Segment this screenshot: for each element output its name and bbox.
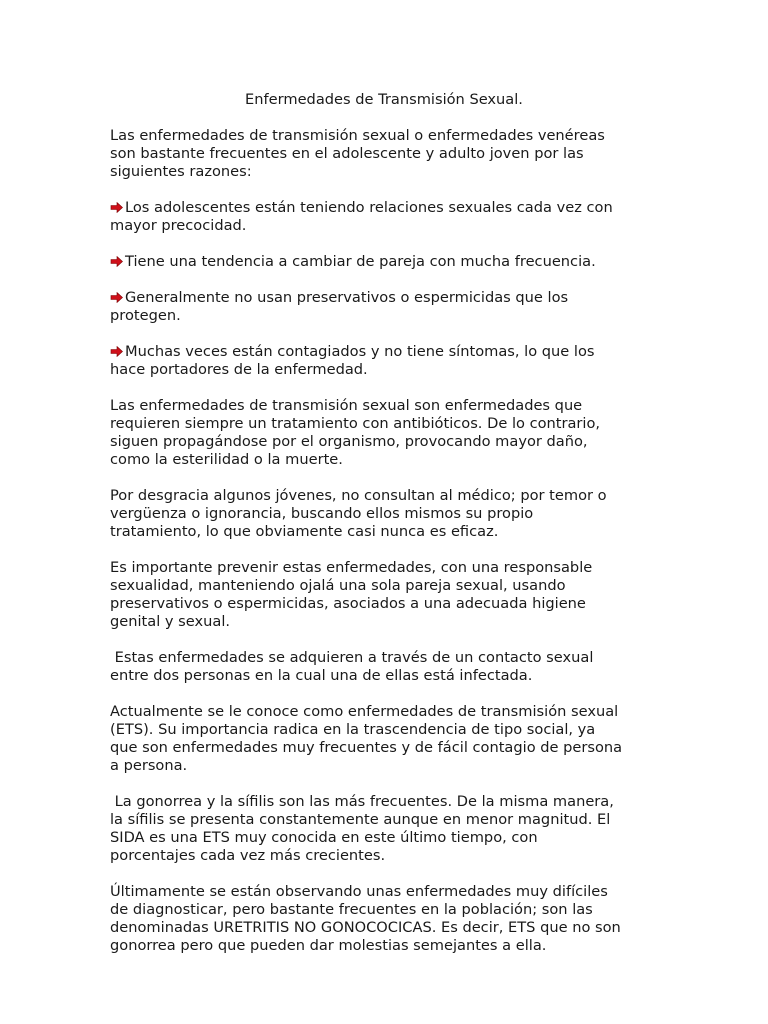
text-line xyxy=(110,523,710,541)
line-text: (ETS). Su importancia radica en la trascendencia de tipo social, ya xyxy=(110,721,596,738)
text-line xyxy=(110,343,710,361)
arrow-bullet-icon xyxy=(110,346,123,357)
text-line xyxy=(110,505,710,523)
bullet-item xyxy=(110,253,710,271)
text-line xyxy=(110,127,710,145)
line-text: Actualmente se le conoce como enfermedades de transmisión sexual xyxy=(110,703,619,720)
line-text: Generalmente no usan preservativos o espermicidas que los xyxy=(125,289,569,306)
line-text: vergüenza o ignorancia, buscando ellos mismos su propio xyxy=(110,505,534,522)
line-text: sexualidad, manteniendo ojalá una sola pareja sexual, usando xyxy=(110,577,566,594)
text-line xyxy=(110,901,710,919)
line-text: Estas enfermedades se adquieren a través de un contacto sexual xyxy=(110,649,594,666)
text-line xyxy=(110,217,710,235)
paragraph xyxy=(110,649,710,685)
paragraph xyxy=(110,883,710,955)
line-text: siguen propagándose por el organismo, provocando mayor daño, xyxy=(110,433,588,450)
document-body xyxy=(110,127,710,955)
line-text: requieren siempre un tratamiento con antibióticos. De lo contrario, xyxy=(110,415,601,432)
line-text: Es importante prevenir estas enfermedades, con una responsable xyxy=(110,559,593,576)
bullet-item xyxy=(110,199,710,235)
line-text: genital y sexual. xyxy=(110,613,231,630)
paragraph xyxy=(110,487,710,541)
line-text: protegen. xyxy=(110,307,181,324)
text-line xyxy=(110,883,710,901)
text-line xyxy=(110,703,710,721)
paragraph xyxy=(110,397,710,469)
text-line xyxy=(110,847,710,865)
text-line xyxy=(110,307,710,325)
line-text: entre dos personas en la cual una de ellas está infectada. xyxy=(110,667,533,684)
line-text: Por desgracia algunos jóvenes, no consultan al médico; por temor o xyxy=(110,487,607,504)
text-line xyxy=(110,811,710,829)
text-line xyxy=(110,433,710,451)
text-line xyxy=(110,451,710,469)
text-line xyxy=(110,649,710,667)
line-text: Las enfermedades de transmisión sexual o enfermedades venéreas xyxy=(110,127,605,144)
line-text: Últimamente se están observando unas enfermedades muy difíciles xyxy=(110,883,608,900)
text-line xyxy=(110,163,710,181)
line-text: hace portadores de la enfermedad. xyxy=(110,361,368,378)
line-text: como la esterilidad o la muerte. xyxy=(110,451,343,468)
document-page xyxy=(110,91,710,973)
line-text: que son enfermedades muy frecuentes y de fácil contagio de persona xyxy=(110,739,623,756)
line-text: son bastante frecuentes en el adolescente y adulto joven por las xyxy=(110,145,584,162)
text-line xyxy=(110,145,710,163)
paragraph xyxy=(110,703,710,775)
bullet-item xyxy=(110,343,710,379)
line-text: Muchas veces están contagiados y no tiene síntomas, lo que los xyxy=(125,343,595,360)
text-line xyxy=(110,487,710,505)
text-line xyxy=(110,559,710,577)
line-text: Tiene una tendencia a cambiar de pareja con mucha frecuencia. xyxy=(125,253,596,270)
text-line xyxy=(110,253,710,271)
paragraph xyxy=(110,559,710,631)
text-line xyxy=(110,667,710,685)
arrow-bullet-icon xyxy=(110,202,123,213)
paragraph xyxy=(110,127,710,181)
arrow-bullet-icon xyxy=(110,256,123,267)
text-line xyxy=(110,415,710,433)
line-text: gonorrea pero que pueden dar molestias semejantes a ella. xyxy=(110,937,547,954)
line-text: denominadas URETRITIS NO GONOCOCICAS. Es decir, ETS que no son xyxy=(110,919,621,936)
text-line xyxy=(110,289,710,307)
line-text: La gonorrea y la sífilis son las más frecuentes. De la misma manera, xyxy=(110,793,614,810)
text-line xyxy=(110,397,710,415)
text-line xyxy=(110,739,710,757)
line-text: Los adolescentes están teniendo relaciones sexuales cada vez con xyxy=(125,199,613,216)
line-text: SIDA es una ETS muy conocida en este último tiempo, con xyxy=(110,829,538,846)
line-text: mayor precocidad. xyxy=(110,217,247,234)
line-text: la sífilis se presenta constantemente aunque en menor magnitud. El xyxy=(110,811,611,828)
document-title: Enfermedades de Transmisión Sexual. xyxy=(245,91,523,108)
arrow-bullet-icon xyxy=(110,292,123,303)
paragraph xyxy=(110,793,710,865)
text-line xyxy=(110,199,710,217)
text-line xyxy=(110,829,710,847)
line-text: siguientes razones: xyxy=(110,163,252,180)
text-line xyxy=(110,937,710,955)
line-text: porcentajes cada vez más crecientes. xyxy=(110,847,386,864)
text-line xyxy=(110,361,710,379)
line-text: a persona. xyxy=(110,757,188,774)
text-line xyxy=(110,757,710,775)
bullet-item xyxy=(110,289,710,325)
line-text: preservativos o espermicidas, asociados a una adecuada higiene xyxy=(110,595,586,612)
text-line xyxy=(110,721,710,739)
line-text: Las enfermedades de transmisión sexual son enfermedades que xyxy=(110,397,583,414)
text-line xyxy=(110,919,710,937)
text-line xyxy=(110,613,710,631)
line-text: tratamiento, lo que obviamente casi nunca es eficaz. xyxy=(110,523,499,540)
text-line xyxy=(110,793,710,811)
line-text: de diagnosticar, pero bastante frecuentes en la población; son las xyxy=(110,901,593,918)
text-line xyxy=(110,577,710,595)
text-line xyxy=(110,595,710,613)
